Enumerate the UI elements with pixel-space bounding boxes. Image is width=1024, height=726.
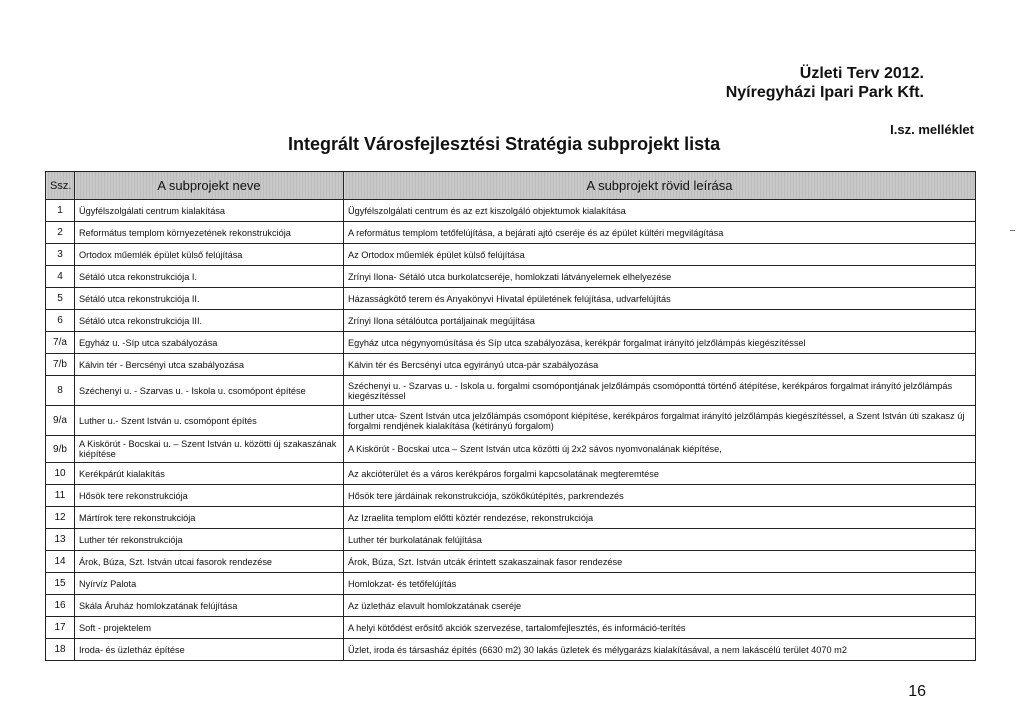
subproject-name: Nyírvíz Palota xyxy=(75,573,344,595)
table-row xyxy=(46,200,976,222)
subproject-description: Az Izraelita templom előtti köztér rendezése, rekonstrukciója xyxy=(344,507,976,529)
subproject-description: Az üzletház elavult homlokzatának cseréje xyxy=(344,595,976,617)
subproject-description: Zrínyi Ilona sétálóutca portáljainak megújítása xyxy=(344,310,976,332)
subproject-name: Luther tér rekonstrukciója xyxy=(75,529,344,551)
row-number: 15 xyxy=(46,573,75,595)
row-number: 17 xyxy=(46,617,75,639)
row-number: 9/a xyxy=(46,406,75,436)
subproject-description: Az Ortodox műemlék épület külső felújítása xyxy=(344,244,976,266)
subproject-description: Kálvin tér és Bercsényi utca egyirányú utca-pár szabályozása xyxy=(344,354,976,376)
row-number: 7/a xyxy=(46,332,75,354)
table-row xyxy=(46,595,976,617)
row-number: 2 xyxy=(46,222,75,244)
subproject-description: Üzlet, iroda és társasház építés (6630 m2) 30 lakás üzletek és mélygarázs kialakításával, a nem lakáscélú terület 4070 m2 xyxy=(344,639,976,661)
column-header-name: A subprojekt neve xyxy=(75,172,344,200)
subproject-name: Kerékpárút kialakítás xyxy=(75,463,344,485)
table-row xyxy=(46,332,976,354)
table-row xyxy=(46,376,976,406)
subproject-description: A református templom tetőfelújítása, a bejárati ajtó cseréje és az épület kültéri megvilágítása xyxy=(344,222,976,244)
subproject-description: Egyház utca négynyomúsítása és Síp utca szabályozása, kerékpár forgalmat irányító jelzőlámpás kiegészítéssel xyxy=(344,332,976,354)
row-number: 7/b xyxy=(46,354,75,376)
subproject-name: Árok, Búza, Szt. István utcai fasorok rendezése xyxy=(75,551,344,573)
subproject-name: Egyház u. -Síp utca szabályozása xyxy=(75,332,344,354)
column-header-number: Ssz. xyxy=(46,172,75,200)
subproject-name: Ortodox műemlék épület külső felújítása xyxy=(75,244,344,266)
subproject-description: A Kiskörút - Bocskai utca – Szent István utca közötti új 2x2 sávos nyomvonalának kiépítése, xyxy=(344,436,976,463)
row-number: 8 xyxy=(46,376,75,406)
table-row xyxy=(46,222,976,244)
subproject-name: Soft - projektelem xyxy=(75,617,344,639)
table-row xyxy=(46,244,976,266)
subproject-description: Árok, Búza, Szt. István utcák érintett szakaszainak fasor rendezése xyxy=(344,551,976,573)
table-row xyxy=(46,463,976,485)
annex-label: I.sz. melléklet xyxy=(890,122,974,137)
subproject-description: Luther tér burkolatának felújítása xyxy=(344,529,976,551)
subproject-description: Széchenyi u. - Szarvas u. - Iskola u. forgalmi csomópontjának jelzőlámpás csomóponttá történő átépítése, kerékpáros forgalmat irányító jelzőlámpás kiegészítéssel xyxy=(344,376,976,406)
table-header-row xyxy=(46,172,976,200)
margin-mark xyxy=(1010,230,1015,231)
subproject-name: Kálvin tér - Bercsényi utca szabályozása xyxy=(75,354,344,376)
subproject-description: A helyi kötődést erősítő akciók szervezése, tartalomfejlesztés, és információ-terítés xyxy=(344,617,976,639)
subproject-name: Református templom környezetének rekonstrukciója xyxy=(75,222,344,244)
subproject-table xyxy=(45,171,976,661)
subproject-name: Sétáló utca rekonstrukciója I. xyxy=(75,266,344,288)
business-plan-header xyxy=(726,64,924,102)
subproject-description: Ügyfélszolgálati centrum és az ezt kiszolgáló objektumok kialakítása xyxy=(344,200,976,222)
row-number: 12 xyxy=(46,507,75,529)
table-row xyxy=(46,288,976,310)
subproject-description: Az akcióterület és a város kerékpáros forgalmi kapcsolatának megteremtése xyxy=(344,463,976,485)
subproject-name: Luther u.- Szent István u. csomópont építés xyxy=(75,406,344,436)
table-row xyxy=(46,266,976,288)
subproject-name: Skála Áruház homlokzatának felújítása xyxy=(75,595,344,617)
subproject-name: Mártírok tere rekonstrukciója xyxy=(75,507,344,529)
row-number: 10 xyxy=(46,463,75,485)
page-number: 16 xyxy=(908,683,926,700)
subproject-name: A Kiskörút - Bocskai u. – Szent István u. közötti új szakaszának kiépítése xyxy=(75,436,344,463)
row-number: 5 xyxy=(46,288,75,310)
column-header-description: A subprojekt rövid leírása xyxy=(344,172,976,200)
table-row xyxy=(46,485,976,507)
table-row xyxy=(46,406,976,436)
row-number: 18 xyxy=(46,639,75,661)
company-name: Nyíregyházi Ipari Park Kft. xyxy=(725,84,924,101)
table-row xyxy=(46,617,976,639)
subproject-name: Sétáló utca rekonstrukciója III. xyxy=(75,310,344,332)
row-number: 1 xyxy=(46,200,75,222)
table-row xyxy=(46,507,976,529)
subproject-description: Luther utca- Szent István utca jelzőlámpás csomópont kiépítése, kerékpáros forgalmat irányító jelzőlámpás kiegészítéssel, a Szent István úti szakasz új forgalmi rendjének kialakítása (kétirányú forgalom) xyxy=(344,406,976,436)
plan-title: Üzleti Terv 2012. xyxy=(799,65,924,82)
table-row xyxy=(46,529,976,551)
row-number: 9/b xyxy=(46,436,75,463)
subproject-description: Hősök tere járdáinak rekonstrukciója, szökőkútépítés, parkrendezés xyxy=(344,485,976,507)
subproject-name: Iroda- és üzletház építése xyxy=(75,639,344,661)
table-row xyxy=(46,436,976,463)
subproject-name: Széchenyi u. - Szarvas u. - Iskola u. csomópont építése xyxy=(75,376,344,406)
row-number: 13 xyxy=(46,529,75,551)
table-row xyxy=(46,639,976,661)
row-number: 16 xyxy=(46,595,75,617)
row-number: 3 xyxy=(46,244,75,266)
table-row xyxy=(46,310,976,332)
subproject-description: Házasságkötő terem és Anyakönyvi Hivatal épületének felújítása, udvarfelújítás xyxy=(344,288,976,310)
subproject-name: Sétáló utca rekonstrukciója II. xyxy=(75,288,344,310)
subproject-description: Homlokzat- és tetőfelújítás xyxy=(344,573,976,595)
subproject-name: Hősök tere rekonstrukciója xyxy=(75,485,344,507)
row-number: 14 xyxy=(46,551,75,573)
subproject-name: Ügyfélszolgálati centrum kialakítása xyxy=(75,200,344,222)
table-row xyxy=(46,354,976,376)
row-number: 6 xyxy=(46,310,75,332)
row-number: 11 xyxy=(46,485,75,507)
row-number: 4 xyxy=(46,266,75,288)
page-title: Integrált Városfejlesztési Stratégia subprojekt lista xyxy=(288,134,721,154)
subproject-description: Zrínyi Ilona- Sétáló utca burkolatcseréje, homlokzati látványelemek elhelyezése xyxy=(344,266,976,288)
table-row xyxy=(46,551,976,573)
table-row xyxy=(46,573,976,595)
